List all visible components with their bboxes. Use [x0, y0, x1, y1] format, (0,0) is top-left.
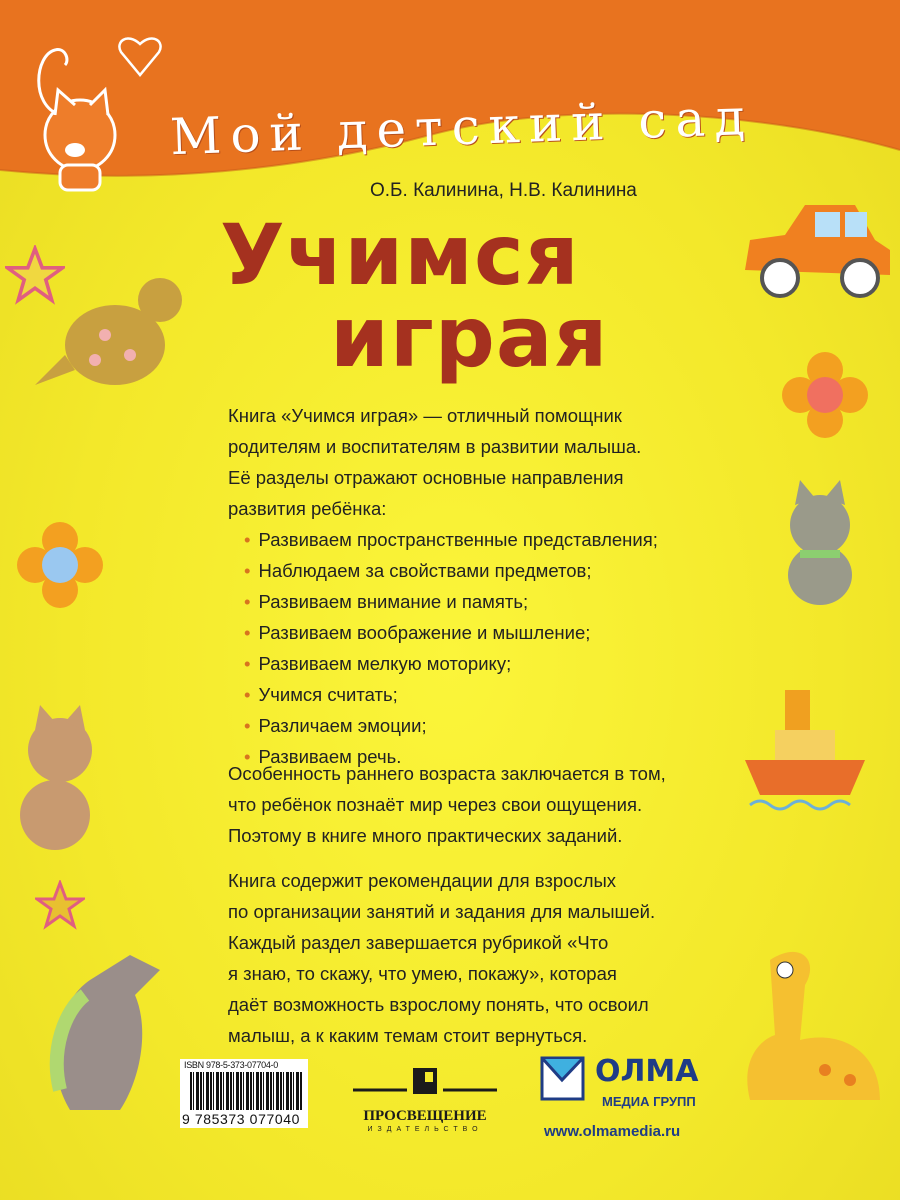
ship-illustration — [745, 680, 865, 820]
book-title — [220, 206, 609, 386]
section-item: • Различаем эмоции; — [244, 710, 658, 741]
title-line-2: играя — [330, 288, 609, 386]
isbn-barcode — [180, 1059, 308, 1128]
intro-line: родителям и воспитателям в развитии малыша. — [228, 436, 642, 457]
prosveshchenie-logo — [345, 1064, 505, 1135]
olma-envelope-icon — [540, 1056, 585, 1101]
flower-icon — [15, 520, 105, 610]
intro-paragraph — [228, 400, 641, 524]
series-title: Мой детский сад — [169, 87, 755, 167]
olma-logo — [540, 1056, 720, 1116]
section-item: • Учимся считать; — [244, 679, 658, 710]
crocodile-illustration — [40, 940, 170, 1120]
publisher-name: ПРОСВЕЩЕНИЕ — [363, 1108, 487, 1124]
paragraph-line: по организации занятий и задания для малышей. — [228, 901, 656, 922]
title-line-1: Учимся — [220, 206, 580, 304]
section-item: • Наблюдаем за свойствами предметов; — [244, 555, 658, 586]
sections-list — [244, 524, 658, 772]
section-item: • Развиваем воображение и мышление; — [244, 617, 658, 648]
paragraph-line: малыш, а к каким темам стоит вернуться. — [228, 1025, 588, 1046]
paragraph-line: я знаю, то скажу, что умею, покажу», которая — [228, 963, 617, 984]
intro-line: Книга «Учимся играя» — отличный помощник — [228, 405, 622, 426]
section-item: • Развиваем пространственные представления; — [244, 524, 658, 555]
paragraph-2 — [228, 758, 666, 851]
prosveshchenie-emblem-icon — [345, 1064, 505, 1098]
paragraph-line: Особенность раннего возраста заключается в том, — [228, 763, 666, 784]
heart-icon — [115, 30, 165, 80]
olma-brand: ОЛМА — [595, 1054, 699, 1089]
intro-line: развития ребёнка: — [228, 498, 387, 519]
barcode-bars — [190, 1072, 302, 1110]
section-item: • Развиваем мелкую моторику; — [244, 648, 658, 679]
cat-illustration — [5, 700, 115, 860]
paragraph-line: даёт возможность взрослому понять, что освоил — [228, 994, 649, 1015]
barcode-number: 9 785373 077040 — [182, 1111, 300, 1127]
paragraph-line: Книга содержит рекомендации для взрослых — [228, 870, 617, 891]
dinosaur-illustration — [35, 265, 195, 405]
section-item: • Развиваем речь. — [244, 741, 658, 772]
olma-subtitle: МЕДИА ГРУПП — [602, 1094, 696, 1109]
intro-line: Её разделы отражают основные направления — [228, 467, 624, 488]
isbn-text: ISBN 978-5-373-07704-0 — [184, 1060, 278, 1070]
car-illustration — [735, 200, 895, 300]
star-icon — [35, 880, 85, 930]
flower-icon — [780, 350, 870, 440]
publisher-url[interactable]: www.olmamedia.ru — [544, 1123, 681, 1140]
paragraph-line: Каждый раздел завершается рубрикой «Что — [228, 932, 609, 953]
authors: О.Б. Калинина, Н.В. Калинина — [370, 180, 637, 201]
section-item: • Развиваем внимание и память; — [244, 586, 658, 617]
publisher-subtitle: ИЗДАТЕЛЬСТВО — [367, 1126, 483, 1133]
paragraph-line: что ребёнок познаёт мир через свои ощущения. — [228, 794, 643, 815]
paragraph-line: Поэтому в книге много практических заданий. — [228, 825, 623, 846]
paragraph-3 — [228, 865, 655, 1051]
dinosaur-illustration — [730, 930, 890, 1120]
cat-illustration — [770, 480, 880, 610]
